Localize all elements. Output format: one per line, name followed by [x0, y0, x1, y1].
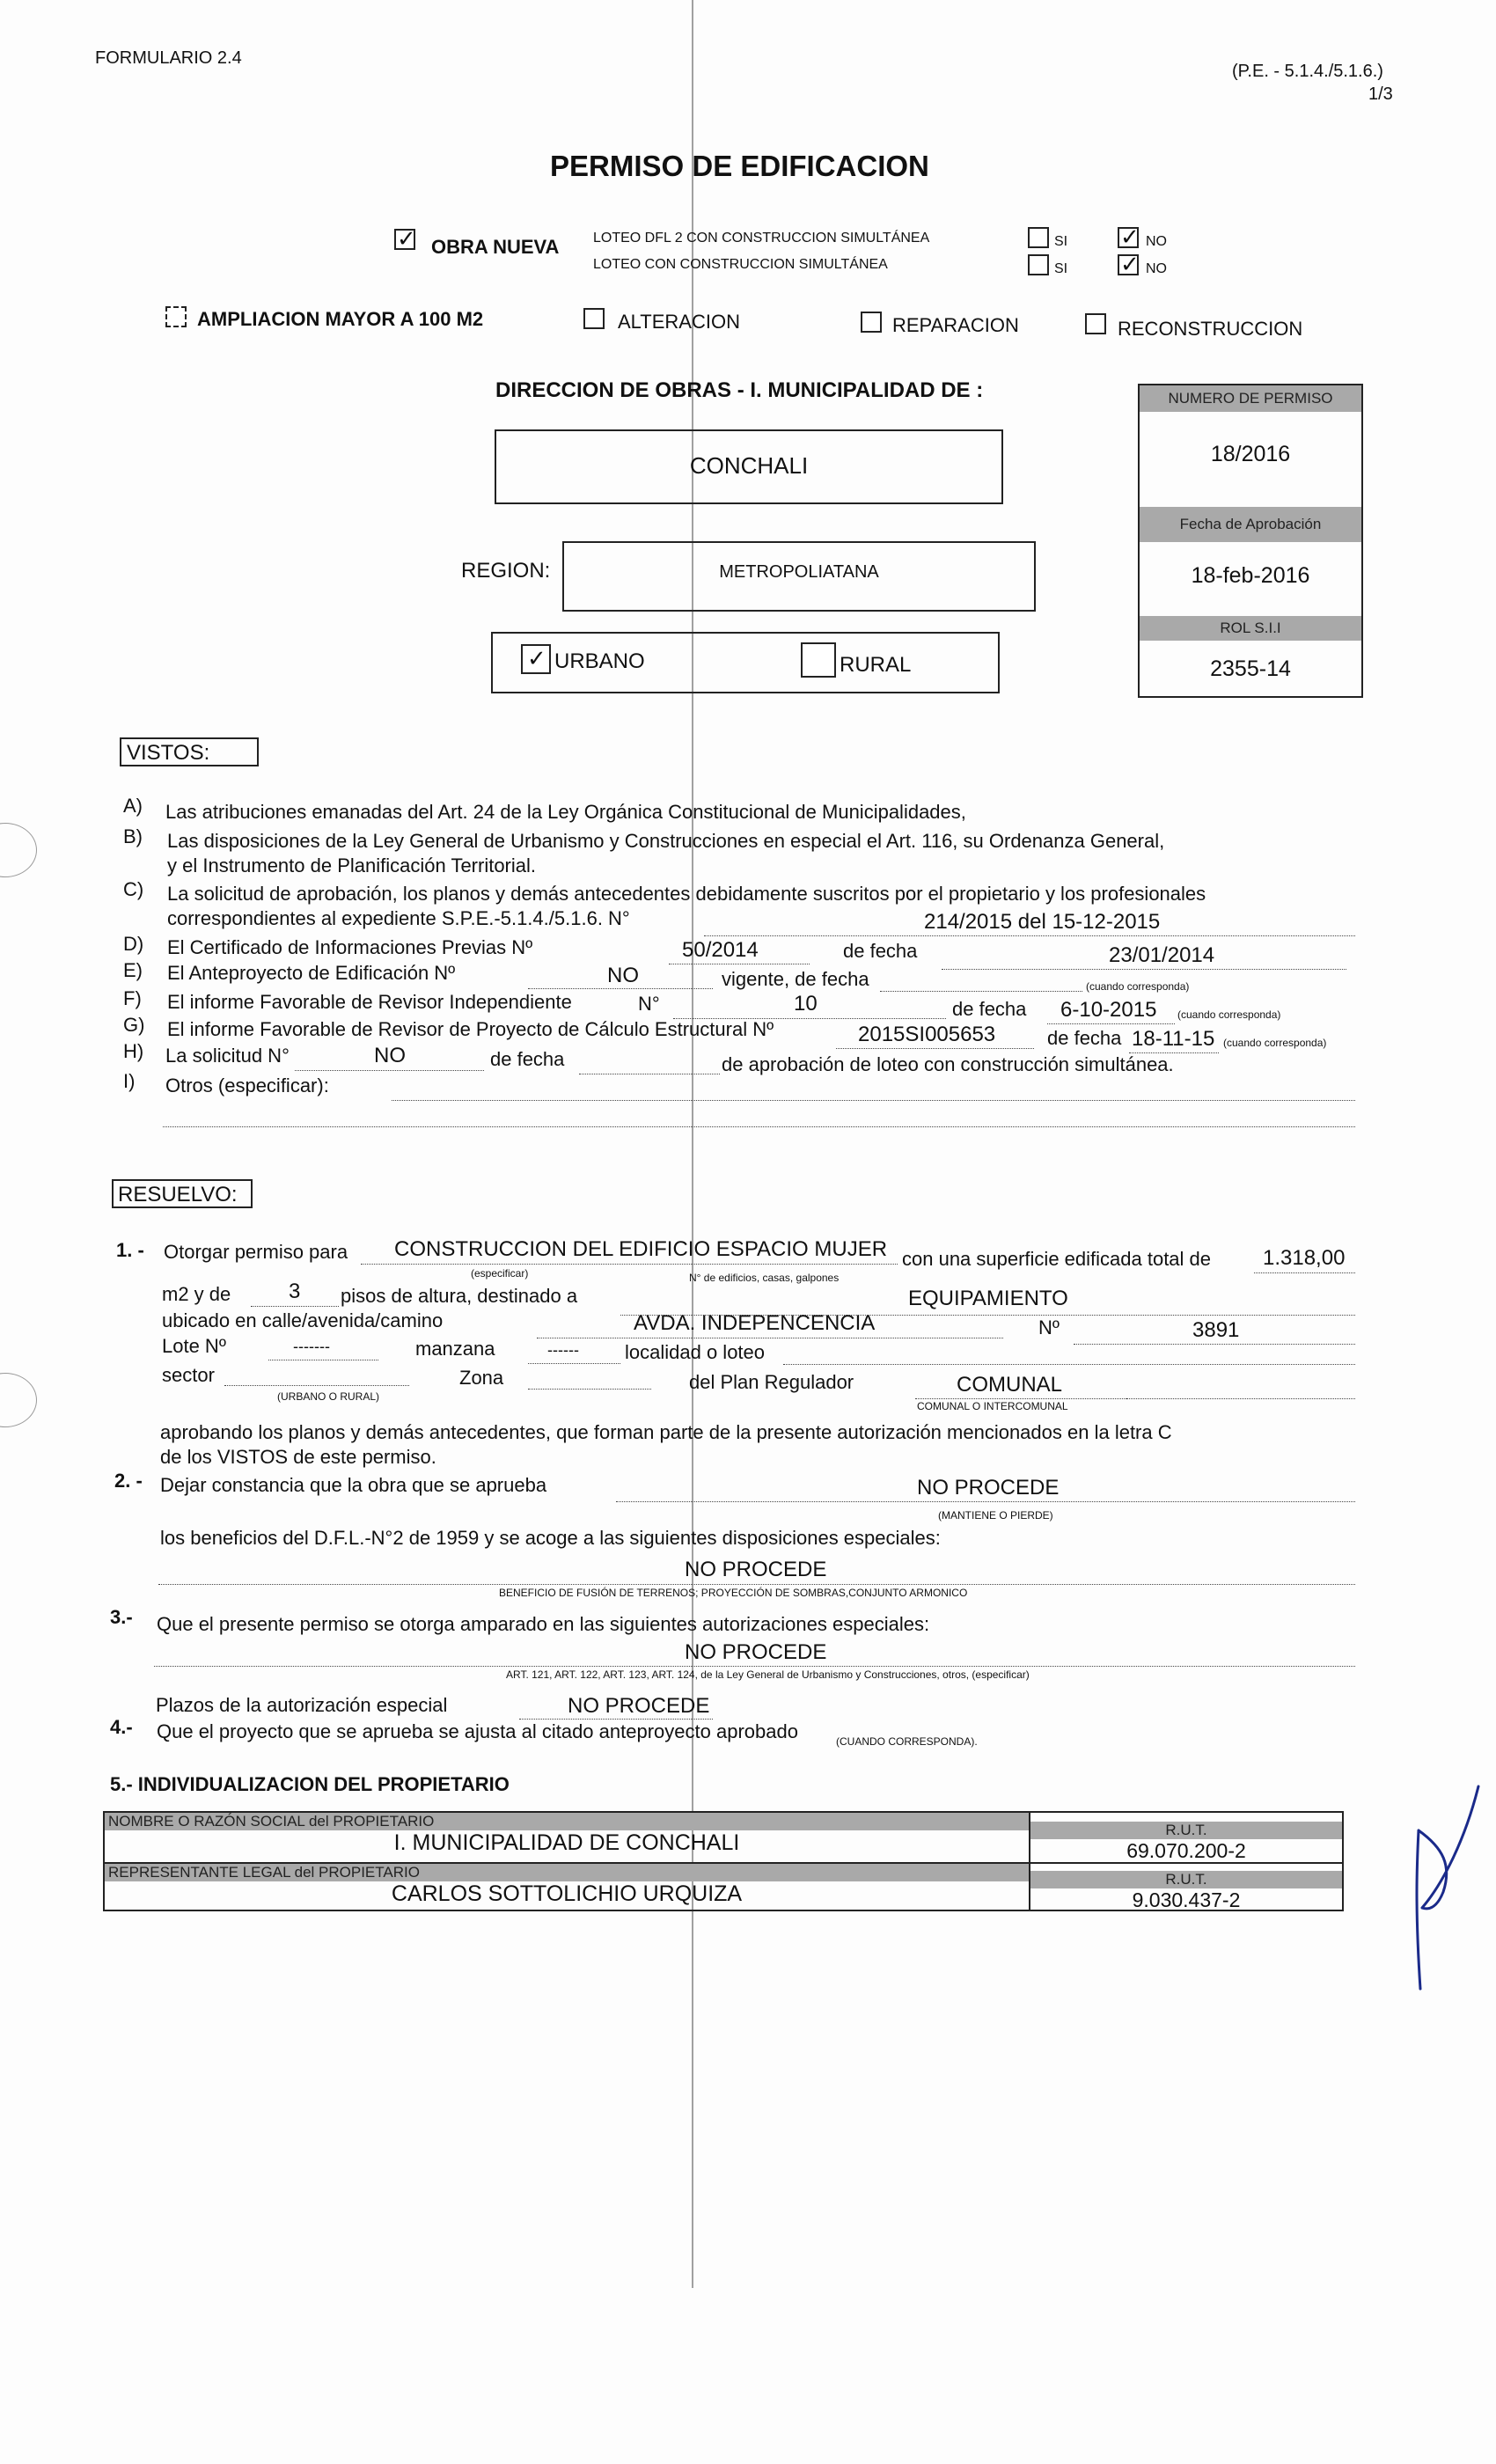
punch-hole-bottom	[0, 1373, 37, 1427]
loteo-con-si-label: SI	[1054, 261, 1068, 276]
p1-sector-line	[224, 1385, 409, 1386]
page-number: 1/3	[1368, 84, 1393, 104]
permit-number: 18/2016	[1210, 442, 1291, 466]
p1-ubicado-label: ubicado en calle/avenida/camino	[162, 1309, 444, 1331]
vistos-e-letter: E)	[123, 959, 143, 981]
vistos-h-de-fecha: de fecha	[490, 1048, 565, 1070]
obra-nueva-label: OBRA NUEVA	[431, 236, 560, 258]
p1-lote: -------	[293, 1338, 330, 1355]
zone-type-box	[491, 632, 1000, 693]
p4-text: Que el proyecto que se aprueba se ajusta al citado anteproyecto aprobado	[157, 1720, 798, 1742]
punch-hole-top	[0, 823, 37, 877]
p1-plan-note: COMUNAL O INTERCOMUNAL	[917, 1400, 1068, 1412]
region-box	[562, 541, 1036, 612]
vistos-i-line	[392, 1100, 1355, 1101]
p1-number: 1. -	[116, 1239, 144, 1261]
vistos-f-n: N°	[638, 993, 660, 1015]
vistos-g-note: (cuando corresponda)	[1223, 1037, 1327, 1049]
loteo-con-si-checkbox[interactable]	[1028, 254, 1049, 275]
p1-plan: COMUNAL	[957, 1373, 1063, 1397]
vistos-f-text: El informe Favorable de Revisor Independiente	[167, 991, 572, 1013]
p2-value-line	[616, 1501, 1355, 1502]
vistos-d-number: 50/2014	[682, 938, 759, 962]
loteo-con-no-label: NO	[1146, 261, 1167, 276]
page-fold-line	[692, 0, 693, 2288]
p2-value: NO PROCEDE	[917, 1476, 1060, 1500]
p1-obra: CONSTRUCCION DEL EDIFICIO ESPACIO MUJER	[394, 1237, 888, 1261]
approval-date-label: Fecha de Aprobación	[1140, 507, 1361, 542]
resuelvo-heading-box	[112, 1179, 253, 1208]
loteo-dfl2-no-label: NO	[1146, 234, 1167, 249]
p1-m2-label: m2 y de	[162, 1283, 231, 1305]
vistos-d-date-line	[942, 969, 1346, 970]
loteo-dfl2-label: LOTEO DFL 2 CON CONSTRUCCION SIMULTÁNEA	[593, 231, 930, 246]
vistos-g-text: El informe Favorable de Revisor de Proyecto de Cálculo Estructural Nº	[167, 1018, 774, 1040]
rural-label: RURAL	[840, 653, 912, 677]
vistos-f-letter: F)	[123, 987, 142, 1009]
vistos-f-note: (cuando corresponda)	[1177, 1008, 1281, 1021]
p1-plan-line-2	[1126, 1398, 1355, 1399]
vistos-h-number: NO	[374, 1044, 406, 1067]
p1-destino: EQUIPAMIENTO	[908, 1287, 1068, 1310]
vistos-heading: VISTOS:	[127, 741, 210, 765]
p3-value: NO PROCEDE	[685, 1640, 827, 1664]
vistos-g-number: 2015SI005653	[858, 1023, 996, 1046]
p1-zona-label: Zona	[459, 1367, 504, 1389]
p1-numero-label: Nº	[1038, 1316, 1060, 1338]
p3-plazos-value: NO PROCEDE	[568, 1694, 710, 1718]
municipality-heading: DIRECCION DE OBRAS - I. MUNICIPALIDAD DE :	[495, 378, 984, 402]
reparacion-checkbox[interactable]	[861, 312, 882, 333]
p1-manzana-line	[528, 1363, 620, 1364]
reconstruccion-checkbox[interactable]	[1085, 313, 1106, 334]
vistos-c-line	[704, 935, 1355, 936]
p3-plazos-label: Plazos de la autorización especial	[156, 1694, 448, 1716]
vistos-c-value: 214/2015 del 15-12-2015	[924, 910, 1161, 934]
vistos-e-text: El Anteproyecto de Edificación Nº	[167, 962, 456, 984]
representative-label: REPRESENTANTE LEGAL del PROPIETARIO	[105, 1864, 1029, 1881]
p1-calle: AVDA. INDEPENCENCIA	[634, 1311, 876, 1335]
vistos-c-text1: La solicitud de aprobación, los planos y demás antecedentes debidamente suscritos por el propietario y los profesionales	[167, 883, 1206, 905]
reconstruccion-label: RECONSTRUCCION	[1118, 318, 1303, 340]
obra-nueva-checkbox[interactable]: ✓	[394, 229, 415, 250]
p2-text-a: Dejar constancia que la obra que se aprueba	[160, 1474, 547, 1496]
form-id: FORMULARIO 2.4	[95, 48, 242, 68]
ref-code: (P.E. - 5.1.4./5.1.6.)	[1232, 62, 1383, 81]
p1-sector-label: sector	[162, 1364, 215, 1386]
p3-text-a: Que el presente permiso se otorga amparado en las siguientes autorizaciones especiales:	[157, 1613, 930, 1635]
p1-end-2: de los VISTOS de este permiso.	[160, 1446, 436, 1468]
vistos-f-de-fecha: de fecha	[952, 998, 1027, 1020]
vistos-heading-box	[120, 737, 259, 766]
vistos-c-letter: C)	[123, 878, 144, 900]
vistos-a-text: Las atribuciones emanadas del Art. 24 de la Ley Orgánica Constitucional de Municipalidades,	[165, 801, 966, 823]
loteo-dfl2-no-checkbox[interactable]: ✓	[1118, 227, 1139, 248]
vistos-d-text: El Certificado de Informaciones Previas Nº	[167, 936, 533, 958]
loteo-dfl2-si-checkbox[interactable]	[1028, 227, 1049, 248]
vistos-h-text: La solicitud N°	[165, 1045, 290, 1067]
p3-value-line	[154, 1666, 1355, 1667]
vistos-e-date-line	[880, 991, 1082, 992]
loteo-dfl2-si-label: SI	[1054, 234, 1068, 249]
ampliacion-label: AMPLIACION MAYOR A 100 M2	[197, 308, 484, 330]
region-label: REGION:	[461, 559, 551, 583]
p1-plan-label: del Plan Regulador	[689, 1371, 854, 1393]
vistos-e-number-line	[528, 988, 713, 989]
vistos-e-vigente: vigente, de fecha	[722, 968, 869, 990]
municipality-name-box	[495, 429, 1003, 504]
vistos-d-de-fecha: de fecha	[843, 940, 918, 962]
p5-heading: 5.- INDIVIDUALIZACION DEL PROPIETARIO	[110, 1773, 510, 1795]
vistos-d-date: 23/01/2014	[1109, 943, 1215, 967]
vistos-g-de-fecha: de fecha	[1047, 1027, 1122, 1049]
vistos-g-date: 18-11-15	[1132, 1027, 1215, 1051]
p1-text-a: Otorgar permiso para	[164, 1241, 348, 1263]
p1-pisos-label: pisos de altura, destinado a	[341, 1285, 578, 1307]
resuelvo-heading: RESUELVO:	[118, 1183, 238, 1206]
vistos-g-letter: G)	[123, 1014, 145, 1036]
owner-rut: 69.070.200-2	[1126, 1839, 1246, 1862]
vistos-f-date: 6-10-2015	[1060, 998, 1157, 1022]
p2-note-2: BENEFICIO DE FUSIÓN DE TERRENOS; PROYECCIÓN DE SOMBRAS,CONJUNTO ARMONICO	[499, 1587, 968, 1599]
permit-number-label: NUMERO DE PERMISO	[1140, 385, 1361, 412]
p1-sector-note: (URBANO O RURAL)	[277, 1390, 380, 1403]
vistos-h-tail: de aprobación de loteo con construcción simultánea.	[722, 1053, 1174, 1075]
p1-obra-note1: (especificar)	[471, 1267, 529, 1280]
p1-lote-label: Lote Nº	[162, 1335, 226, 1357]
owner-name: I. MUNICIPALIDAD DE CONCHALI	[393, 1830, 740, 1855]
p1-plan-line	[915, 1398, 1126, 1399]
p3-number: 3.-	[110, 1606, 133, 1628]
loteo-con-label: LOTEO CON CONSTRUCCION SIMULTÁNEA	[593, 257, 888, 272]
vistos-e-note: (cuando corresponda)	[1086, 980, 1190, 993]
urbano-label: URBANO	[554, 649, 645, 673]
vistos-f-date-line	[1047, 1023, 1175, 1024]
rol-value: 2355-14	[1210, 656, 1291, 681]
p2-number: 2. -	[114, 1470, 143, 1492]
vistos-c-text2: correspondientes al expediente S.P.E.-5.1.4./5.1.6. N°	[167, 907, 630, 929]
vistos-f-number: 10	[794, 992, 818, 1016]
signature-image	[1355, 1778, 1487, 2006]
permit-info-box	[1138, 384, 1363, 698]
p3-note: ART. 121, ART. 122, ART. 123, ART. 124, de la Ley General de Urbanismo y Construcciones, otros, (especificar)	[506, 1668, 1030, 1681]
p1-obra-note2: N° de edificios, casas, galpones	[689, 1272, 840, 1284]
ampliacion-checkbox[interactable]	[165, 306, 187, 327]
alteracion-label: ALTERACION	[618, 311, 740, 333]
p1-superficie-label: con una superficie edificada total de	[902, 1248, 1212, 1270]
vistos-g-number-line	[836, 1048, 1034, 1049]
p2-text-b: los beneficios del D.F.L.-N°2 de 1959 y se acoge a las siguientes disposiciones especiales:	[160, 1527, 941, 1549]
p1-numero-line	[1074, 1344, 1355, 1345]
p1-pisos-line	[251, 1306, 339, 1307]
p2-note: (MANTIENE O PIERDE)	[938, 1509, 1053, 1522]
p1-superficie: 1.318,00	[1263, 1246, 1346, 1270]
vistos-h-letter: H)	[123, 1040, 144, 1062]
p4-note: (CUANDO CORRESPONDA).	[836, 1735, 978, 1748]
vistos-b-text2: y el Instrumento de Planificación Territorial.	[167, 854, 537, 876]
p1-pisos: 3	[289, 1280, 301, 1303]
p1-numero: 3891	[1192, 1318, 1240, 1342]
region-value: METROPOLIATANA	[719, 562, 879, 582]
vistos-i-text: Otros (especificar):	[165, 1074, 329, 1096]
p4-number: 4.-	[110, 1716, 133, 1738]
p1-superficie-line	[1254, 1272, 1355, 1273]
vistos-d-letter: D)	[123, 933, 144, 955]
reparacion-label: REPARACION	[892, 314, 1019, 336]
alteracion-checkbox[interactable]	[583, 308, 605, 329]
page-title: PERMISO DE EDIFICACION	[550, 150, 929, 182]
p1-manzana: ------	[547, 1341, 579, 1359]
owner-table	[103, 1811, 1344, 1911]
vistos-b-letter: B)	[123, 825, 143, 847]
vistos-e-number: NO	[607, 964, 639, 987]
vistos-i-letter: I)	[123, 1070, 136, 1092]
p3-plazos-line	[519, 1719, 713, 1720]
p1-obra-line	[361, 1264, 898, 1265]
p2-value-2-line	[158, 1584, 1355, 1585]
p1-localidad-line	[783, 1364, 1355, 1365]
p1-manzana-label: manzana	[415, 1338, 495, 1360]
representative-rut: 9.030.437-2	[1132, 1888, 1241, 1911]
approval-date: 18-feb-2016	[1191, 563, 1310, 588]
vistos-h-number-line	[295, 1070, 484, 1071]
rol-label: ROL S.I.I	[1140, 616, 1361, 641]
p2-value-2: NO PROCEDE	[685, 1558, 827, 1581]
owner-name-label: NOMBRE O RAZÓN SOCIAL del PROPIETARIO	[105, 1813, 1029, 1830]
representative-name: CARLOS SOTTOLICHIO URQUIZA	[391, 1881, 743, 1906]
municipality-name: CONCHALI	[689, 452, 809, 479]
vistos-a-letter: A)	[123, 795, 143, 817]
urbano-checkbox[interactable]: ✓	[521, 644, 551, 674]
rural-checkbox[interactable]	[801, 642, 836, 678]
vistos-b-text1: Las disposiciones de la Ley General de Urbanismo y Construcciones en especial el Art. 116, su Ordenanza General,	[167, 830, 1165, 852]
vistos-i-line-2	[163, 1126, 1355, 1127]
loteo-con-no-checkbox[interactable]: ✓	[1118, 254, 1139, 275]
owner-rut-label: R.U.T.	[1030, 1822, 1342, 1839]
p1-localidad-label: localidad o loteo	[625, 1341, 766, 1363]
p1-end-1: aprobando los planos y demás antecedentes, que forman parte de la presente autorización mencionados en la letra C	[160, 1421, 1172, 1443]
representative-rut-label: R.U.T.	[1030, 1871, 1342, 1888]
p1-zona-line	[528, 1389, 651, 1390]
